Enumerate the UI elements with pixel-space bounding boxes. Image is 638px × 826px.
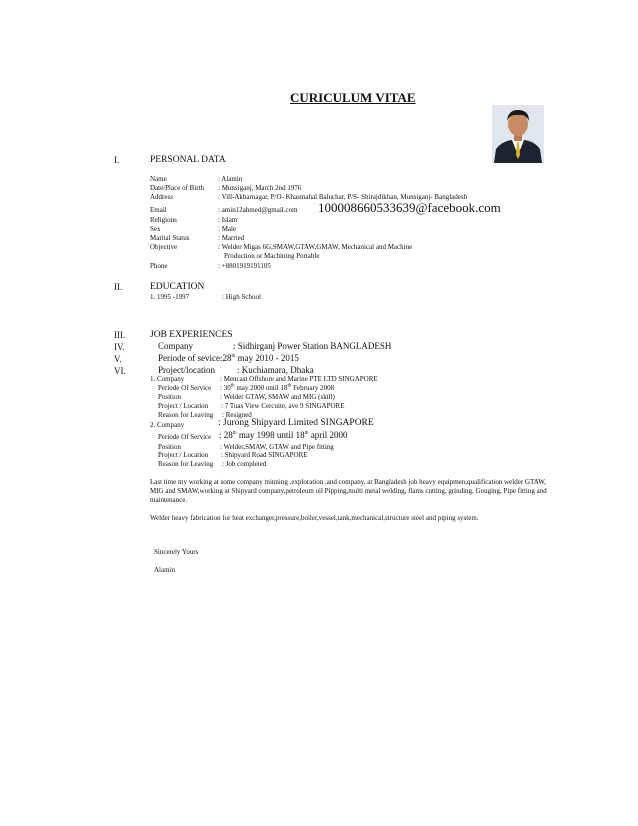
section-number: I. xyxy=(114,155,120,165)
field-value: : Mencast Offshore and Marine PTE LTD SINGAPORE xyxy=(220,375,378,383)
field-value: : Kuchiamara, Dhaka xyxy=(237,365,314,375)
section-number: IV. xyxy=(114,342,125,352)
profile-photo xyxy=(492,105,544,163)
field-value: : Welder GTAW, SMAW and MIG (skill) xyxy=(220,393,335,401)
field-label: Objective xyxy=(150,243,178,251)
field-label: Reason for Leaving xyxy=(158,460,214,468)
field-value: Production or Machining Portable xyxy=(224,252,320,260)
field-label: Email xyxy=(150,206,167,214)
section-number: II. xyxy=(114,282,123,292)
education-value: : High School xyxy=(222,293,261,301)
field-value: : Job completed xyxy=(222,460,267,468)
field-value: : Munsiganj, March 2nd 1976 xyxy=(218,184,302,192)
field-value: : Male xyxy=(218,225,237,233)
field-label: Reason for Leaving xyxy=(158,411,214,419)
field-value: : Resigned xyxy=(222,411,252,419)
field-value: : Sidhirganj Power Station BANGLADESH xyxy=(233,341,392,351)
section-heading-jobs: JOB EXPERIENCES xyxy=(150,330,233,340)
field-label: Project / Location xyxy=(158,402,209,410)
field-value: : Shipyard Road SINGAPORE xyxy=(221,451,308,459)
field-label: 2. Company xyxy=(150,421,185,429)
field-label: Phone xyxy=(150,262,168,270)
field-label: 1. Company xyxy=(150,375,185,383)
field-label: Marital Status xyxy=(150,234,190,242)
field-value: : 28th may 1998 until 18th april 2000 xyxy=(219,430,348,440)
field-value: : Married xyxy=(218,234,245,242)
field-value: : Welder,SMAW, GTAW and Pipe fitting xyxy=(220,443,334,451)
section-number: V. xyxy=(114,354,122,364)
service-period: Periode of sevice:28th may 2010 - 2015 xyxy=(158,353,299,363)
fabrication-paragraph: Welder heavy fabrication for heat exchanger,pressure,boiler,vessel,tank,mechanical,structure steel and piping system. xyxy=(150,514,479,522)
field-value: : +8801919191105 xyxy=(218,262,271,270)
field-label: Project/location xyxy=(158,365,215,375)
field-value: : 30th may 2000 until 18th February 2008 xyxy=(220,383,335,392)
closing: Sincerely Yours xyxy=(154,548,199,556)
field-label: Project / Location xyxy=(158,451,209,459)
section-heading-personal: PERSONAL DATA xyxy=(150,155,226,165)
facebook-value: 100008660533639@facebook.com xyxy=(318,200,501,215)
page-title: CURICULUM VITAE xyxy=(290,90,416,105)
experience-paragraph: Last time my working at some company minning ,exploration ,and company, at Bangladesh job heavy equipmen,qualification welder GTAW, MIG and SMAW,working at Shipyard company,petroleum oil Pipping,multi metal welding, flams cutting, grinding, Gouging, Pipe fitting and maintenance. xyxy=(150,478,547,504)
field-value: : Islam xyxy=(218,216,238,224)
field-label: Periode Of Service xyxy=(158,433,212,441)
field-label: Date/Place of Birth xyxy=(150,184,205,192)
field-label: Sex xyxy=(150,225,161,233)
section-number: VI. xyxy=(114,366,126,376)
section-heading-education: EDUCATION xyxy=(150,282,205,292)
field-label: Religions xyxy=(150,216,177,224)
signature: Alamin xyxy=(154,566,175,574)
field-label: Position xyxy=(158,393,181,401)
field-label: Position xyxy=(158,443,181,451)
field-value: : Jurong Shipyard Limited SINGAPORE xyxy=(218,418,374,428)
field-label: Company xyxy=(158,341,193,351)
field-value: : 7 Tuas View Cercuite, ave 9 SINGAPORE xyxy=(221,402,345,410)
field-value: : Alamin xyxy=(218,175,243,183)
field-label: Periode Of Service xyxy=(158,384,212,392)
field-value: : Vill-Akbarnagar, P/O- Khasmahal Baluchar, P/S- Shirajdikhan, Munsiganj- Bangladesh xyxy=(218,193,468,201)
field-value: : Welder Migas 6G,SMAW,GTAW,GMAW, Mechanical and Machine xyxy=(218,243,413,251)
field-label: Name xyxy=(150,175,167,183)
education-period: 1. 1995 -1997 xyxy=(150,293,190,301)
section-number: III. xyxy=(114,330,126,340)
field-label: Address xyxy=(150,193,173,201)
email-value: : amin12ahmed@gmail.com xyxy=(218,206,298,214)
